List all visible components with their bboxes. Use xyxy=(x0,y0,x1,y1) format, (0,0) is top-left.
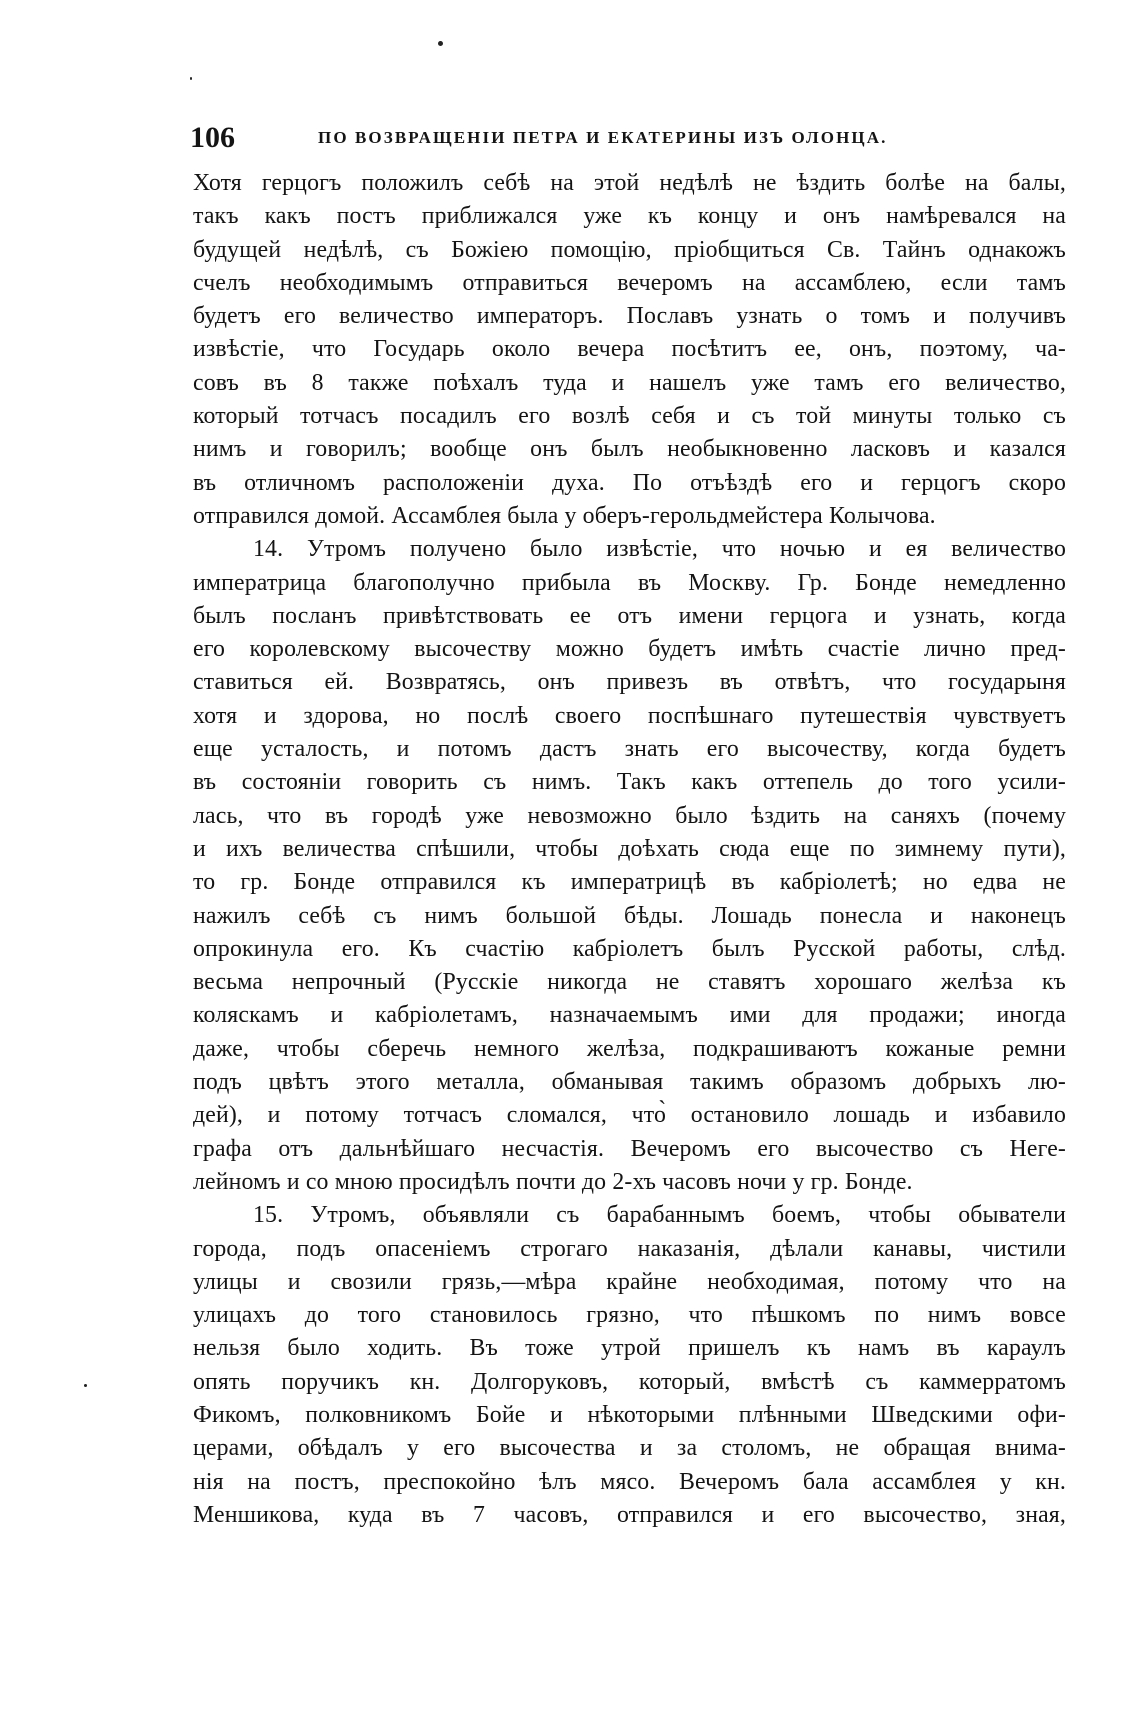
text-line: нельзя было ходить. Въ тоже утрой пришелъ къ намъ въ караулъ xyxy=(193,1335,1066,1362)
text-line: весьма непрочный (Русскіе никогда не ставятъ хорошаго желѣза къ xyxy=(193,969,1066,996)
text-line: церами, обѣдалъ у его высочества и за столомъ, не обращая внима- xyxy=(193,1435,1066,1462)
text-line: Хотя герцогъ положилъ себѣ на этой недѣлѣ не ѣздить болѣе на балы, xyxy=(193,170,1066,196)
text-line: императрица благополучно прибыла въ Москву. Гр. Бонде немедленно xyxy=(193,569,1066,596)
text-line: въ состояніи говорить съ нимъ. Такъ какъ оттепель до того усили- xyxy=(193,769,1066,796)
text-line: такъ какъ постъ приближался уже къ концу и онъ намѣревался на xyxy=(193,203,1066,230)
text-line: еще усталость, и потомъ дастъ знать его высочеству, когда будетъ xyxy=(193,736,1066,763)
text-line: графа отъ дальнѣйшаго несчастія. Вечеромъ его высочество съ Неге- xyxy=(193,1135,1066,1162)
text-line: 15. Утромъ, объявляли съ барабаннымъ боемъ, чтобы обыватели xyxy=(253,1202,1066,1229)
running-title: ПО ВОЗВРАЩЕНІИ ПЕТРА И ЕКАТЕРИНЫ ИЗЪ ОЛОНЦА. xyxy=(318,128,888,147)
text-line: улицахъ до того становилось грязно, что пѣшкомъ по нимъ вовсе xyxy=(193,1302,1066,1329)
text-line: дей), и потому тотчасъ сломался, что̀ остановило лошадь и избавило xyxy=(193,1102,1066,1129)
text-line: извѣстіе, что Государь около вечера посѣтитъ ее, онъ, поэтому, ча- xyxy=(193,336,1066,363)
text-line: будетъ его величество императоръ. Пославъ узнать о томъ и получивъ xyxy=(193,303,1066,330)
text-line: нія на постъ, преспокойно ѣлъ мясо. Вечеромъ бала ассамблея у кн. xyxy=(193,1468,1066,1495)
body-text xyxy=(193,167,1066,1532)
text-line: нимъ и говорилъ; вообще онъ былъ необыкновенно ласковъ и казался xyxy=(193,436,1066,463)
text-line: его королевскому высочеству можно будетъ имѣть счастіе лично пред- xyxy=(193,636,1066,663)
text-line: былъ посланъ привѣтствовать ее отъ имени герцога и узнать, когда xyxy=(193,602,1066,629)
text-line: то гр. Бонде отправился къ императрицѣ въ кабріолетѣ; но едва не xyxy=(193,869,1066,896)
text-line: хотя и здорова, но послѣ своего поспѣшнаго путешествія чувствуетъ xyxy=(193,702,1066,729)
text-line: подъ цвѣтъ этого металла, обманывая такимъ образомъ добрыхъ лю- xyxy=(193,1069,1066,1096)
ink-speck xyxy=(190,77,192,80)
text-line: даже, чтобы сберечь немного желѣза, подкрашиваютъ кожаные ремни xyxy=(193,1035,1066,1062)
text-line: въ отличномъ расположеніи духа. По отъѣздѣ его и герцогъ скоро xyxy=(193,469,1066,496)
text-line: отправился домой. Ассамблея была у оберъ-герольдмейстера Колычова. xyxy=(193,502,936,529)
text-line: счелъ необходимымъ отправиться вечеромъ на ассамблею, если тамъ xyxy=(193,269,1066,296)
text-line: лейномъ и со мною просидѣлъ почти до 2-хъ часовъ ночи у гр. Бонде. xyxy=(193,1168,913,1195)
text-line: 14. Утромъ получено было извѣстіе, что ночью и ея величество xyxy=(253,536,1066,563)
ink-speck xyxy=(84,1384,87,1387)
text-line: и ихъ величества спѣшили, чтобы доѣхать сюда еще по зимнему пути), xyxy=(193,835,1066,862)
text-line: коляскамъ и кабріолетамъ, назначаемымъ ими для продажи; иногда xyxy=(193,1002,1066,1029)
text-line: опрокинула его. Къ счастію кабріолетъ былъ Русской работы, слѣд. xyxy=(193,935,1066,962)
text-line: будущей недѣлѣ, съ Божіею помощію, пріобщиться Св. Тайнъ однакожъ xyxy=(193,236,1066,263)
page-number: 106 xyxy=(190,121,235,154)
text-line: совъ въ 8 также поѣхалъ туда и нашелъ уже тамъ его величество, xyxy=(193,369,1066,396)
text-line: Меншикова, куда въ 7 часовъ, отправился и его высочество, зная, xyxy=(193,1501,1066,1528)
text-line: нажилъ себѣ съ нимъ большой бѣды. Лошадь понесла и наконецъ xyxy=(193,902,1066,929)
text-line: города, подъ опасеніемъ строгаго наказанія, дѣлали канавы, чистили xyxy=(193,1235,1066,1262)
text-line: опять поручикъ кн. Долгоруковъ, который, вмѣстѣ съ каммерратомъ xyxy=(193,1368,1066,1395)
ink-speck xyxy=(438,41,443,46)
text-line: лась, что въ городѣ уже невозможно было ѣздить на саняхъ (почему xyxy=(193,802,1066,829)
text-line: который тотчасъ посадилъ его возлѣ себя и съ той минуты только съ xyxy=(193,403,1066,430)
page-header xyxy=(190,118,1070,158)
text-line: ставиться ей. Возвратясь, онъ привезъ въ отвѣтъ, что государыня xyxy=(193,669,1066,696)
text-line: Фикомъ, полковникомъ Бойе и нѣкоторыми плѣнными Шведскими офи- xyxy=(193,1401,1066,1428)
text-line: улицы и свозили грязь,—мѣра крайне необходимая, потому что на xyxy=(193,1268,1066,1295)
